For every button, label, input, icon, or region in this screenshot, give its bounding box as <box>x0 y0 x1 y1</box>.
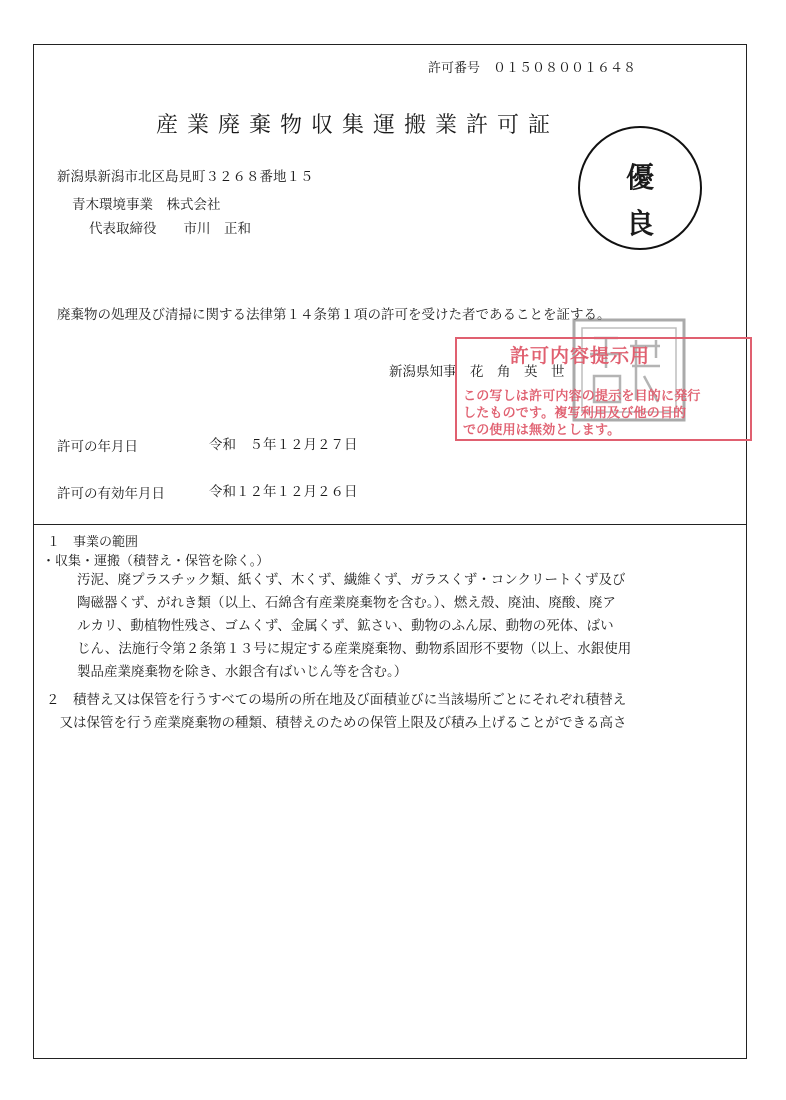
watermark-stamp <box>455 337 752 441</box>
section-1-line: 製品産業廃棄物を除き、水銀含有ばいじん等を含む。） <box>77 664 408 680</box>
rating-seal <box>578 126 702 250</box>
issuer-name: 新潟県知事 花 角 英 世 <box>389 364 565 380</box>
section-2-body <box>46 689 627 735</box>
section-2-line: ２ 積替え又は保管を行うすべての場所の所在地及び面積並びに当該場所ごとにそれぞれ積替え <box>46 692 627 708</box>
section-divider <box>33 524 747 525</box>
permit-number: 許可番号 ０１５０８００１６４８ <box>428 61 637 76</box>
section-1-line: 汚泥、廃プラスチック類、紙くず、木くず、繊維くず、ガラスくず・コンクリートくず及び <box>77 572 626 588</box>
section-1-line: 陶磁器くず、がれき類（以上、石綿含有産業廃棄物を含む。）、燃え殻、廃油、廃酸、廃ア <box>77 595 616 611</box>
section-1-line: じん、法施行令第２条第１３号に規定する産業廃棄物、動物系固形不要物（以上、水銀使用 <box>77 641 632 657</box>
expiry-date-label: 許可の有効年月日 <box>57 486 165 502</box>
watermark-line-2: したものです。複写利用及び他の目的 <box>463 406 687 421</box>
rating-seal-char-1: 優 <box>625 161 654 194</box>
watermark-line-3: での使用は無効とします。 <box>463 423 621 438</box>
issue-date-label: 許可の年月日 <box>57 439 138 455</box>
holder-representative: 代表取締役 市川 正和 <box>89 221 251 237</box>
watermark-line-1: この写しは許可内容の提示を目的に発行 <box>463 389 701 404</box>
issue-date-value: 令和 ５年１２月２７日 <box>209 437 358 453</box>
section-1-subheading: ・収集・運搬（積替え・保管を除く。） <box>42 554 270 569</box>
section-2-line: 又は保管を行う産業廃棄物の種類、積替えのための保管上限及び積み上げることができる高さ <box>46 715 627 731</box>
section-1-line: ルカリ、動植物性残さ、ゴムくず、金属くず、鉱さい、動物のふん尿、動物の死体、ばい <box>77 618 614 634</box>
section-1-body <box>77 569 631 684</box>
rating-seal-char-2: 良 <box>625 207 654 240</box>
holder-address: 新潟県新潟市北区島見町３２６８番地１５ <box>57 169 314 185</box>
certification-text: 廃棄物の処理及び清掃に関する法律第１４条第１項の許可を受けた者であることを証する。 <box>57 307 611 323</box>
watermark-title: 許可内容提示用 <box>510 345 651 367</box>
holder-company: 青木環境事業 株式会社 <box>72 197 221 213</box>
section-1-heading: １ 事業の範囲 <box>47 535 139 550</box>
expiry-date-value: 令和１２年１２月２６日 <box>209 484 358 500</box>
document-title: 産業廃棄物収集運搬業許可証 <box>156 113 560 138</box>
